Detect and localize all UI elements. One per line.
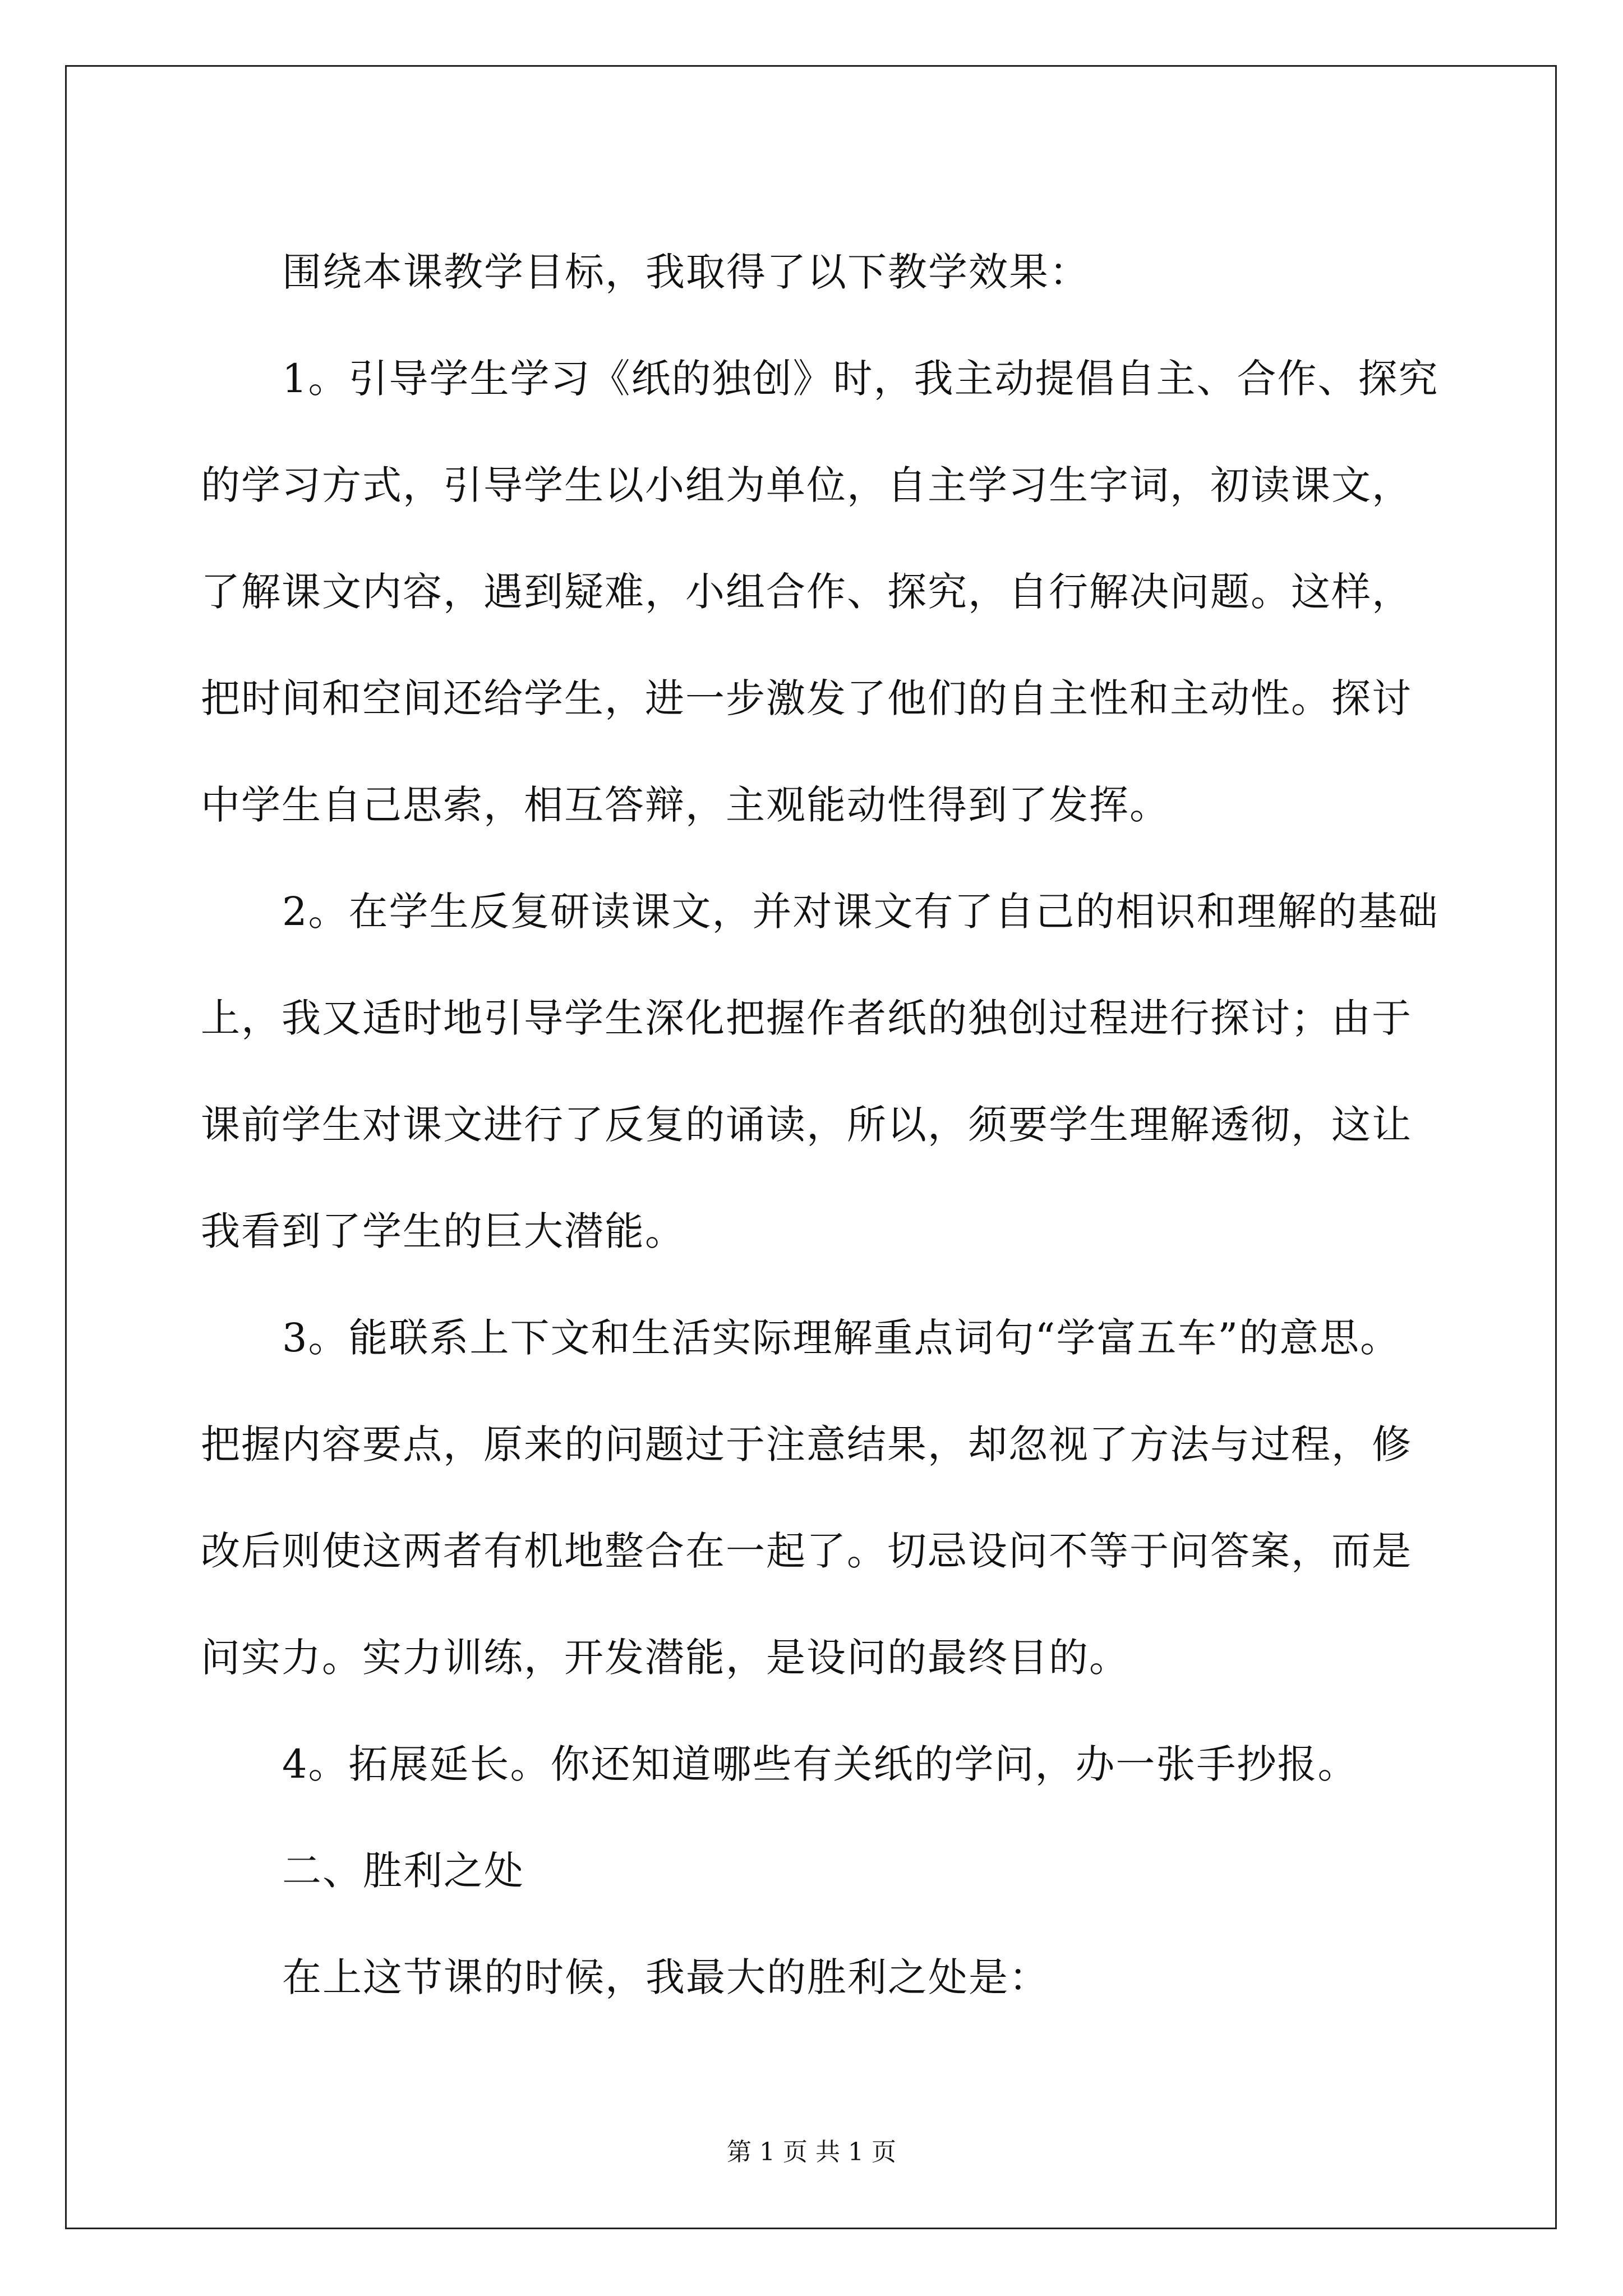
paragraph-line: 2。在学生反复研读课文，并对课文有了自己的相识和理解的基础 [282, 889, 1439, 935]
paragraph-line: 把握内容要点，原来的问题过于注意结果，却忽视了方法与过程，修 [201, 1421, 1412, 1467]
paragraph-line: 我看到了学生的巨大潜能。 [201, 1208, 685, 1254]
paragraph-line: 4。拓展延长。你还知道哪些有关纸的学问，办一张手抄报。 [282, 1741, 1358, 1787]
paragraph-line: 问实力。实力训练，开发潜能，是设问的最终目的。 [201, 1635, 1129, 1681]
paragraph-line: 的学习方式，引导学生以小组为单位，自主学习生字词，初读课文， [201, 462, 1412, 508]
page-number-footer: 第 1 页 共 1 页 [727, 2138, 896, 2166]
paragraph-line: 上，我又适时地引导学生深化把握作者纸的独创过程进行探讨；由于 [201, 995, 1412, 1041]
paragraph-line: 课前学生对课文进行了反复的诵读，所以，须要学生理解透彻，这让 [201, 1102, 1412, 1148]
paragraph-line: 围绕本课教学目标，我取得了以下教学效果： [282, 249, 1090, 295]
document-body [201, 219, 1451, 2031]
paragraph-line: 中学生自己思索，相互答辩，主观能动性得到了发挥。 [201, 782, 1170, 828]
paragraph-line: 了解课文内容，遇到疑难，小组合作、探究，自行解决问题。这样， [201, 569, 1412, 615]
paragraph-line: 改后则使这两者有机地整合在一起了。切忌设问不等于问答案，而是 [201, 1528, 1412, 1574]
paragraph-line: 1。引导学生学习《纸的独创》时，我主动提倡自主、合作、探究 [282, 356, 1439, 402]
section-heading: 二、胜利之处 [282, 1848, 524, 1894]
paragraph-line: 把时间和空间还给学生，进一步激发了他们的自主性和主动性。探讨 [201, 675, 1412, 721]
paragraph-line: 在上这节课的时候，我最大的胜利之处是： [282, 1954, 1049, 2000]
paragraph-line: 3。能联系上下文和生活实际理解重点词句“学富五车”的意思。 [282, 1315, 1401, 1361]
